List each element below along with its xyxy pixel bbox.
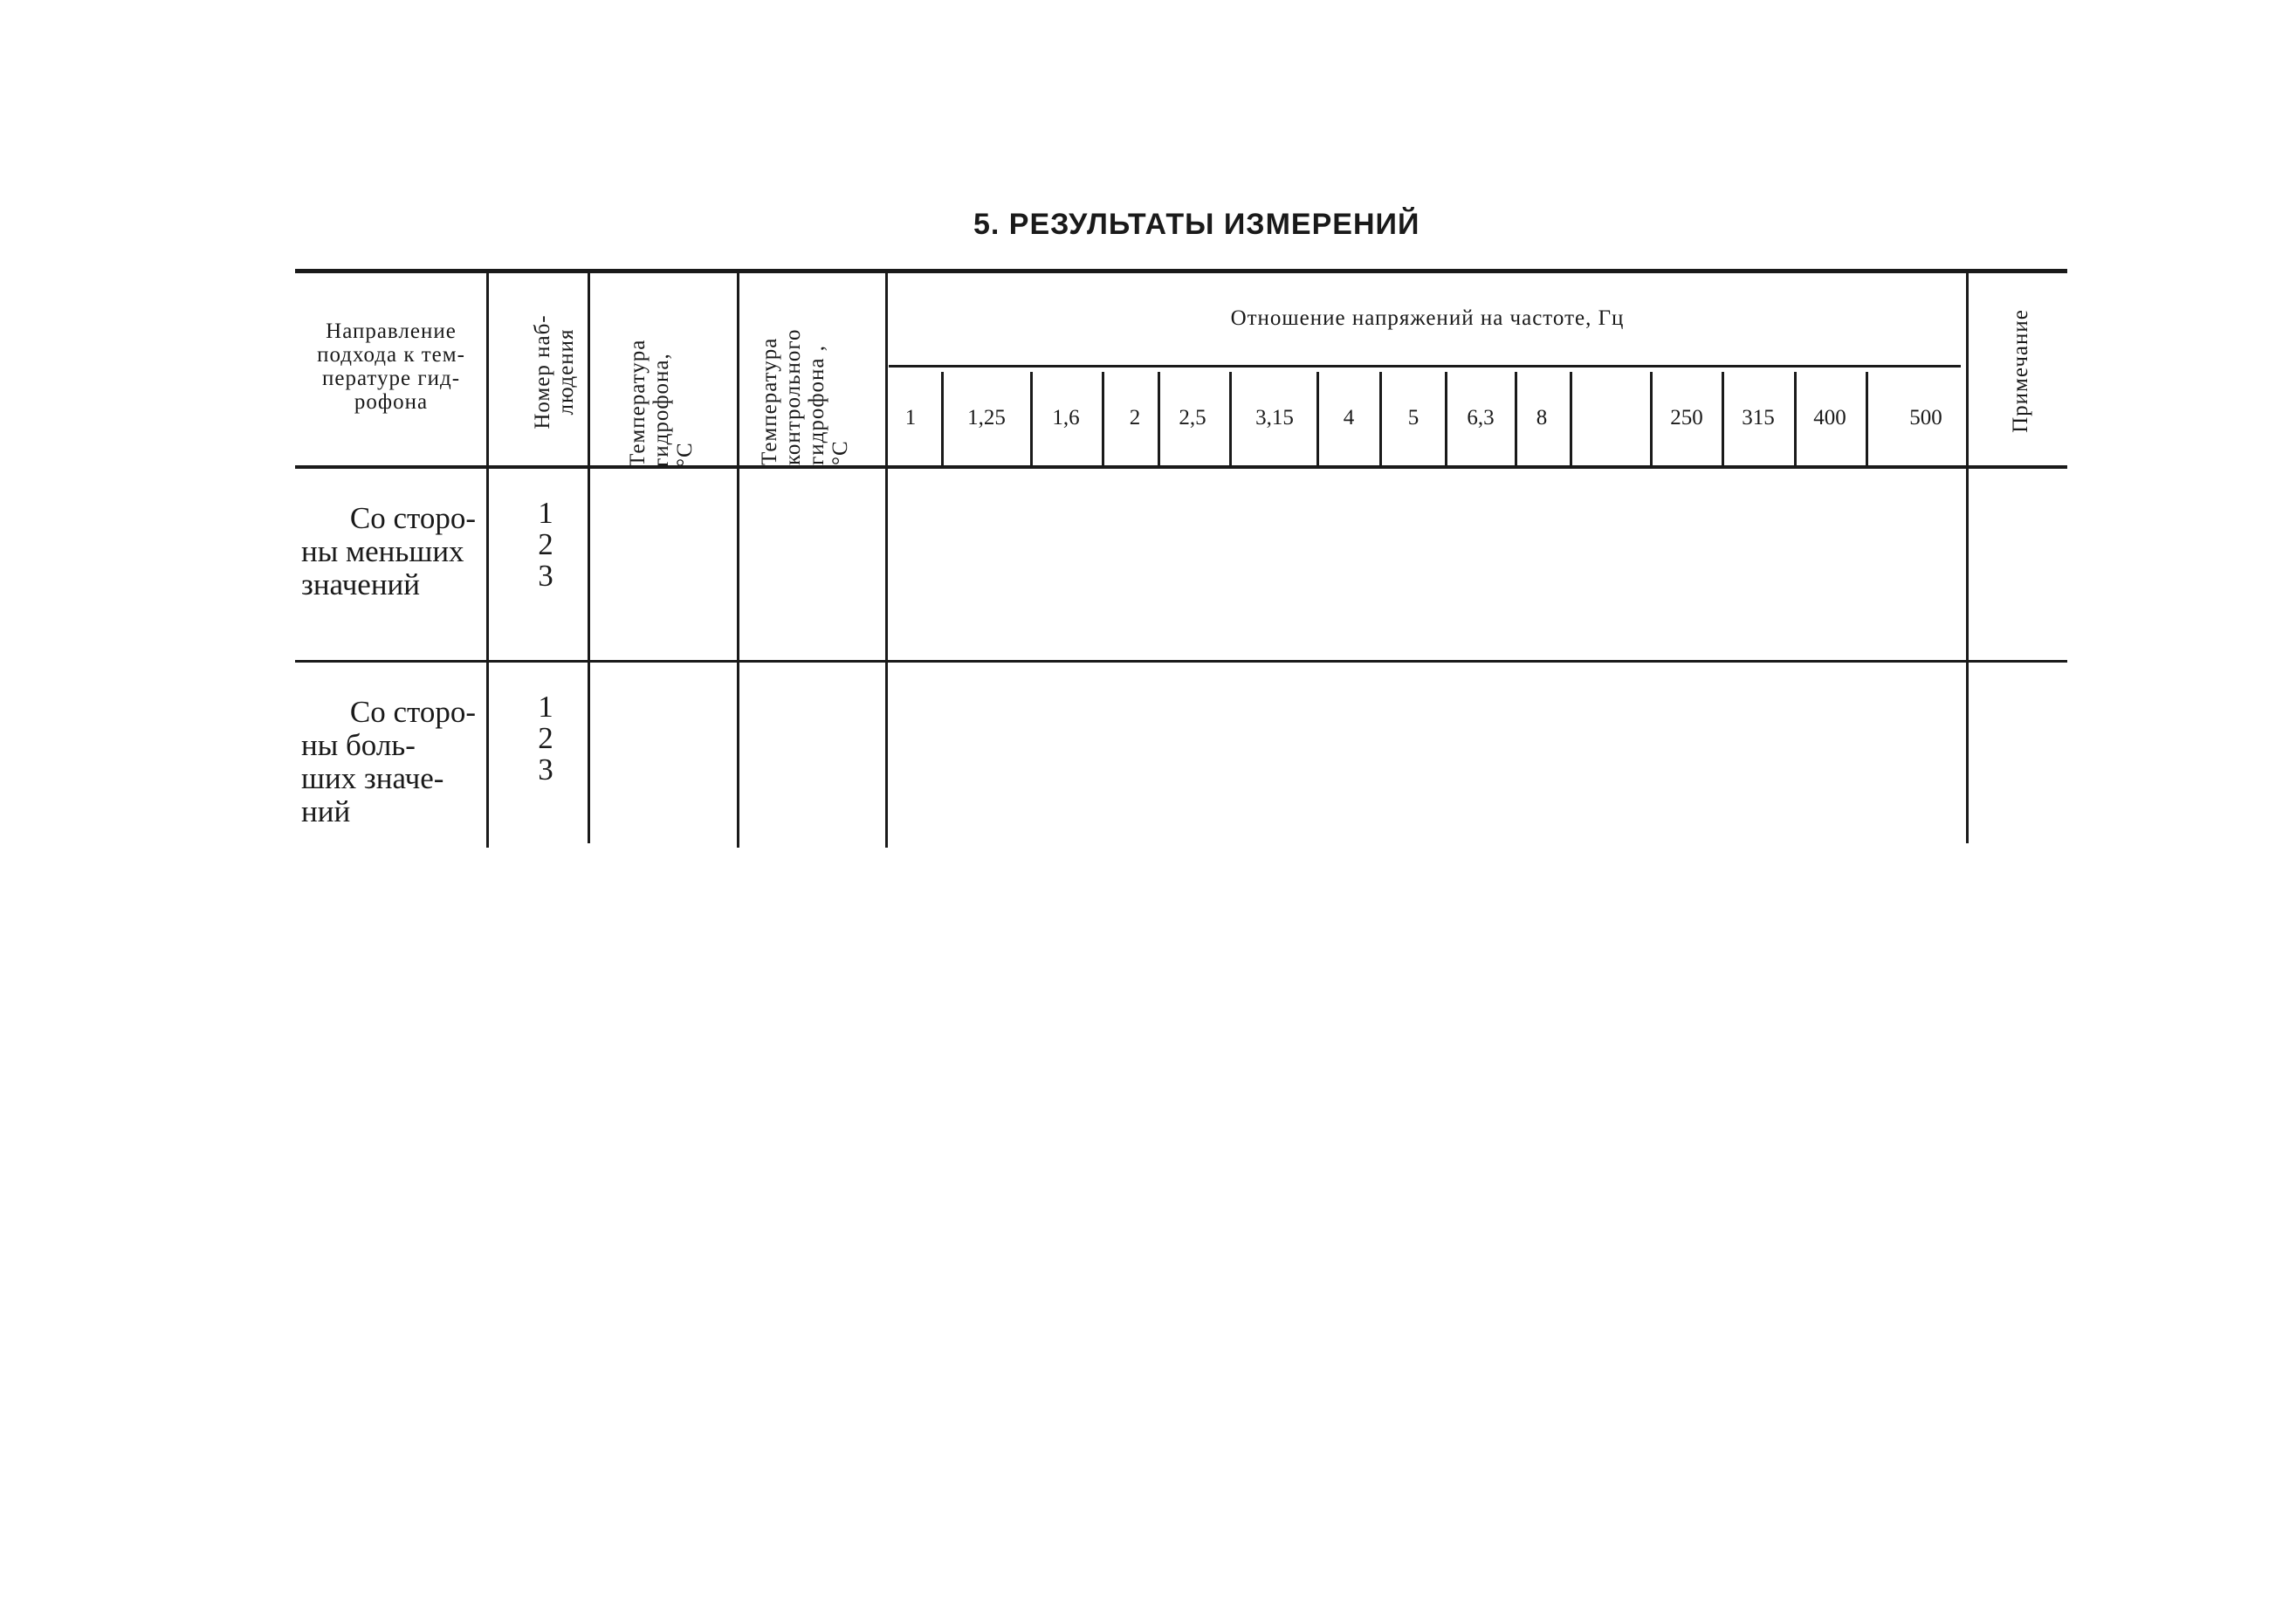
observation-number: 2	[538, 721, 553, 755]
row-label-line: ны боль-	[301, 728, 416, 762]
row-label-lower	[301, 502, 476, 601]
freq-rule	[941, 372, 944, 466]
header-hydrophone-temp-line: Температура	[626, 339, 650, 467]
observation-numbers-lower	[528, 498, 563, 592]
freq-label: 8	[1536, 406, 1548, 429]
freq-rule	[1229, 372, 1232, 466]
header-hydrophone-temp	[626, 275, 699, 467]
header-control-temp-line: гидрофона ,	[805, 344, 828, 465]
row-label-line: значений	[301, 567, 421, 601]
observation-number: 2	[538, 527, 553, 561]
freq-label: 250	[1670, 406, 1703, 429]
row-label-line: ний	[301, 794, 351, 828]
page-title: 5. РЕЗУЛЬТАТЫ ИЗМЕРЕНИЙ	[973, 208, 1420, 241]
observation-number: 3	[538, 752, 553, 787]
header-direction	[299, 320, 483, 414]
header-control-temp	[758, 273, 854, 465]
observation-numbers-higher	[528, 691, 563, 786]
header-control-temp-line: °С	[828, 440, 852, 465]
observation-number: 1	[538, 496, 553, 530]
row-label-line: ших значе-	[301, 761, 444, 795]
header-observation	[531, 276, 583, 468]
freq-rule	[1650, 372, 1653, 466]
freq-rule	[1030, 372, 1033, 466]
table-top-rule	[295, 269, 2067, 273]
header-hydrophone-temp-line: гидрофона,	[650, 353, 673, 467]
observation-number: 3	[538, 559, 553, 593]
header-control-temp-line: контрольного	[781, 328, 805, 465]
freq-label: 3,15	[1255, 406, 1294, 429]
freq-label: 1,6	[1052, 406, 1080, 429]
header-control-temp-line: Температура	[758, 337, 781, 465]
freq-label: 4	[1343, 406, 1355, 429]
freq-label: 6,3	[1467, 406, 1495, 429]
row-label-line: Со сторо-	[349, 501, 476, 535]
row-label-line: Со сторо-	[349, 695, 476, 729]
header-hydrophone-temp-line: °С	[673, 442, 697, 467]
row-label-line: ны меньших	[301, 534, 464, 568]
header-direction-line: пературе гид-	[321, 367, 461, 390]
freq-label: 1	[904, 406, 917, 429]
freq-rule	[1866, 372, 1868, 466]
row-label-higher	[301, 696, 476, 828]
col-rule-observation	[588, 273, 590, 843]
freq-label: 1,25	[967, 406, 1006, 429]
freq-rule	[1379, 372, 1382, 466]
header-direction-line: подхода к тем-	[317, 343, 465, 367]
header-note: Примечание	[2009, 309, 2032, 433]
col-rule-control-temp	[885, 273, 888, 848]
freq-label: 500	[1909, 406, 1942, 429]
header-direction-line: рофона	[354, 390, 429, 414]
header-direction-line: Направление	[326, 320, 457, 343]
col-rule-hydrophone-temp	[737, 273, 739, 848]
freq-label: 2,5	[1179, 406, 1206, 429]
freq-label: 400	[1813, 406, 1846, 429]
header-observation-line: людения	[554, 328, 578, 416]
frequency-header-rule	[889, 365, 1961, 368]
row-separator-rule	[295, 660, 2067, 663]
observation-number: 1	[538, 690, 553, 724]
col-rule-direction	[486, 273, 489, 848]
header-observation-line: Номер наб-	[531, 314, 554, 429]
header-voltage-ratio: Отношение напряжений на частоте, Гц	[1230, 306, 1625, 330]
freq-rule	[1794, 372, 1797, 466]
freq-label: 315	[1742, 406, 1775, 429]
freq-label: 2	[1129, 406, 1141, 429]
freq-label: 5	[1407, 406, 1420, 429]
col-rule-note	[1966, 273, 1969, 843]
freq-rule	[1445, 372, 1447, 466]
freq-rule	[1722, 372, 1724, 466]
